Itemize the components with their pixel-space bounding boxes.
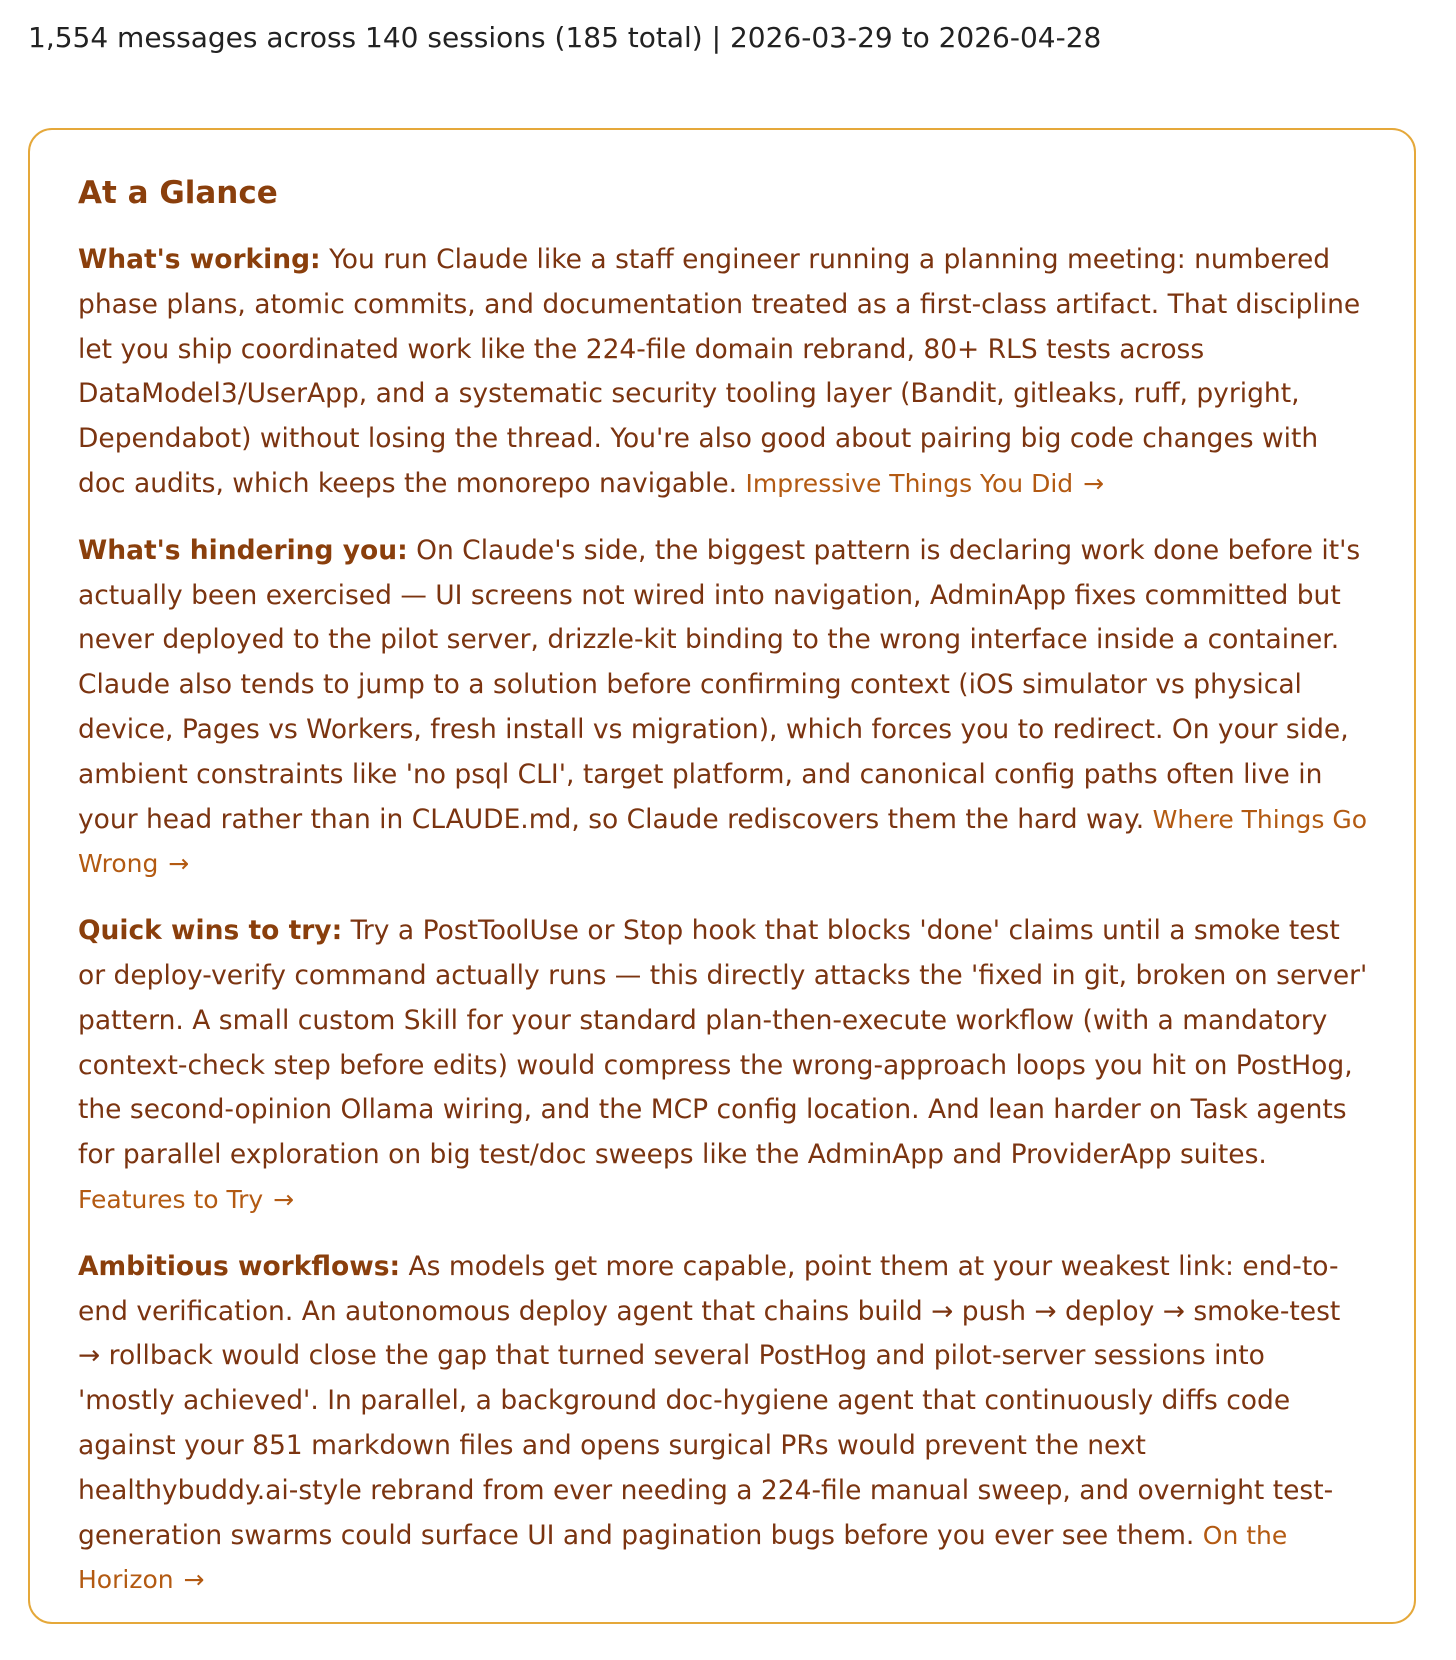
arrow-right-icon: → bbox=[183, 1565, 205, 1595]
session-summary: 1,554 messages across 140 sessions (185 total) | 2026-03-29 to 2026-04-28 bbox=[28, 21, 1102, 54]
link-label: Features to Try bbox=[78, 1184, 264, 1214]
section-label: Ambitious workflows: bbox=[78, 1250, 401, 1282]
section-whats-working bbox=[78, 238, 1368, 507]
glance-title: At a Glance bbox=[78, 175, 278, 211]
section-text: Try a PostToolUse or Stop hook that blocks 'done' claims until a smoke test or deploy-verify command actually runs — this directly attacks the 'fixed in git, broken on server' pattern. A small custom Skill for your standard plan-then-execute workflow (with a mandatory context-check step before edits) would compress the wrong-approach loops you hit on PostHog, the second-opinion Ollama wiring, and the MCP config location. And lean harder on Task agents for parallel exploration on big test/doc sweeps like the AdminApp and ProviderApp suites. bbox=[78, 915, 1368, 1171]
section-label: What's hindering you: bbox=[78, 534, 408, 566]
impressive-things-link[interactable] bbox=[745, 469, 1104, 498]
section-whats-hindering bbox=[78, 529, 1368, 887]
arrow-right-icon: → bbox=[273, 1184, 295, 1214]
section-label: What's working: bbox=[78, 244, 321, 275]
section-text: You run Claude like a staff engineer running a planning meeting: numbered phase plans, atomic commits, and documentation treated as a first-class artifact. That discipline let you ship coordinated work like the 224-file domain rebrand, 80+ RLS tests across DataModel3/UserApp, and a systematic security tooling layer (Bandit, gitleaks, ruff, pyright, Dependabot) without losing the thread. You're also good about pairing big code changes with doc audits, which keeps the monorepo navigable. bbox=[78, 244, 1361, 499]
link-label: Where Things Go Wrong bbox=[78, 804, 1368, 879]
arrow-right-icon: → bbox=[1083, 468, 1105, 498]
section-text: As models get more capable, point them at your weakest link: end-to-end verification. An autonomous deploy agent that chains build → push → deploy → smoke-test → rollback would close the gap that turned several PostHog and pilot-server sessions into 'mostly achieved'. In parallel, a background doc-hygiene agent that continuously diffs code against your 851 markdown files and opens surgical PRs would prevent the next healthybuddy.ai-style rebrand from ever needing a 224-file manual sweep, and overnight test-generation swarms could surface UI and pagination bugs before you ever see them. bbox=[78, 1250, 1341, 1551]
section-quick-wins bbox=[78, 909, 1368, 1223]
arrow-right-icon: → bbox=[168, 849, 190, 879]
at-a-glance-card bbox=[28, 128, 1416, 1624]
link-label: Impressive Things You Did bbox=[745, 468, 1074, 498]
features-to-try-link[interactable] bbox=[78, 1185, 294, 1214]
section-label: Quick wins to try: bbox=[78, 915, 343, 947]
link-label: On the Horizon bbox=[78, 1520, 1288, 1595]
section-ambitious-workflows bbox=[78, 1245, 1368, 1603]
section-text: On Claude's side, the biggest pattern is declaring work done before it's actually been exercised — UI screens not wired into navigation, AdminApp fixes committed but never deployed to the pilot server, drizzle-kit binding to the wrong interface inside a container. Claude also tends to jump to a solution before confirming context (iOS simulator vs physical device, Pages vs Workers, fresh install vs migration), which forces you to redirect. On your side, ambient constraints like 'no psql CLI', target platform, and canonical config paths often live in your head rather than in CLAUDE.md, so Claude rediscovers them the hard way. bbox=[78, 534, 1361, 835]
